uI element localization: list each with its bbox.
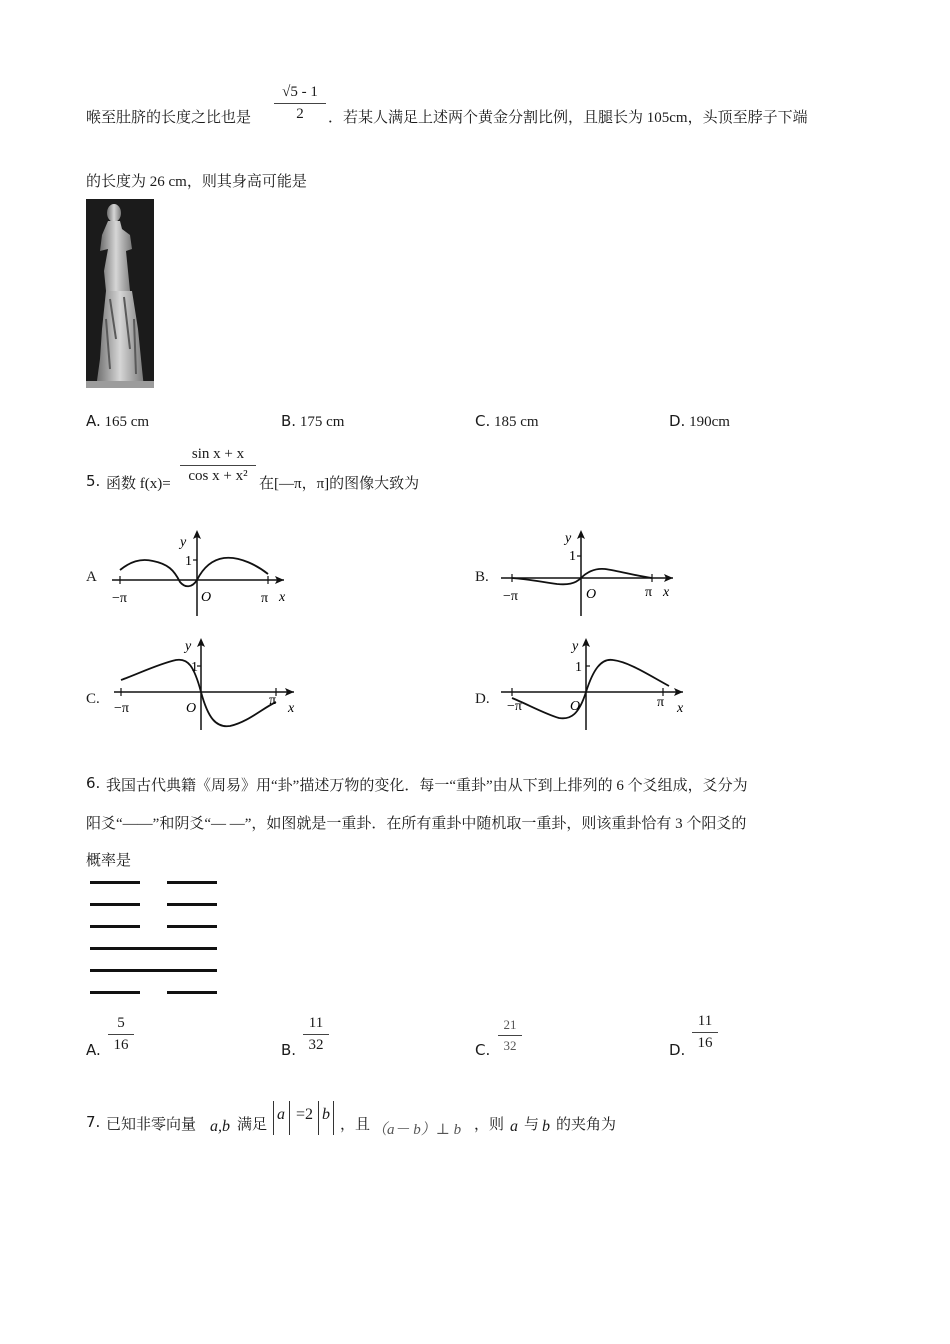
graph-a-letter: A [86, 569, 97, 585]
yang-line [90, 947, 217, 950]
q7-eq: =2 [296, 1106, 314, 1123]
abs-bar [273, 1101, 274, 1135]
q7-perpendicular: （a－ b）⊥ b [372, 1122, 462, 1138]
fraction-numerator: √5 - 1 [282, 84, 318, 100]
abs-bar [289, 1101, 290, 1135]
fraction-denominator: 32 [503, 1038, 517, 1053]
q7-yu: 与 [524, 1117, 540, 1133]
q7-mid1: 满足 [237, 1117, 268, 1133]
q7-stem-post: 的夹角为 [556, 1117, 617, 1133]
tick-one: 1 [569, 549, 576, 564]
option-text: 165 cm [104, 414, 150, 430]
option-letter: C. [475, 412, 491, 430]
graph-d-letter: D. [475, 691, 490, 707]
statue-icon [86, 199, 154, 388]
abs-bar [318, 1101, 319, 1135]
abs-b-var: b [322, 1106, 330, 1123]
tick-neg-pi: −π [114, 701, 129, 716]
option-fraction [108, 1015, 134, 1054]
origin-label: O [186, 701, 197, 716]
q4-line1-pre: 喉至肚脐的长度之比也是 [86, 110, 252, 126]
yin-line-right [167, 925, 217, 928]
q7-vectors: a,b [210, 1118, 230, 1135]
q7-stem-pre: 已知非零向量 [106, 1117, 197, 1133]
tick-neg-pi: −π [503, 589, 518, 604]
graph-c-letter: C. [86, 691, 100, 707]
graph-b[interactable] [497, 526, 687, 618]
graph-b-letter: B. [475, 569, 489, 585]
q7-number: 7. [86, 1113, 101, 1131]
option-fraction [498, 1017, 522, 1054]
tick-neg-pi: −π [507, 699, 522, 714]
fraction-numerator: 5 [117, 1015, 125, 1031]
tick-pi: π [261, 591, 269, 606]
tick-one: 1 [191, 660, 198, 675]
q7-mid3: ，则 [474, 1117, 505, 1133]
option-letter: B. [281, 1041, 297, 1059]
venus-statue-image [86, 199, 154, 388]
q5-function-fraction [180, 446, 256, 485]
yin-line-left [90, 925, 140, 928]
yin-line-right [167, 903, 217, 906]
x-axis-label: x [663, 585, 670, 600]
origin-label: O [586, 587, 597, 602]
q4-line1-post: ．若某人满足上述两个黄金分割比例，且腿长为 105cm，头顶至脖子下端 [328, 110, 808, 126]
tick-pi: π [657, 695, 665, 710]
y-axis-label: y [180, 535, 187, 550]
q4-option-d[interactable] [669, 412, 730, 431]
x-axis-label: x [677, 701, 684, 716]
q5-stem-post: 在[—π，π]的图像大致为 [259, 476, 420, 492]
option-letter: D. [669, 1041, 686, 1059]
yang-line [90, 969, 217, 972]
yin-line-left [90, 991, 140, 994]
fraction-denominator: 16 [697, 1035, 713, 1051]
option-text: 175 cm [299, 414, 345, 430]
q5-stem-pre: 函数 f(x)= [106, 476, 171, 492]
fraction-denominator: 16 [113, 1037, 129, 1053]
option-letter: A. [86, 412, 101, 430]
q4-option-b[interactable] [281, 412, 344, 431]
q4-line2: 的长度为 26 cm，则其身高可能是 [86, 174, 307, 190]
tick-one: 1 [185, 554, 192, 569]
q4-option-c[interactable] [475, 412, 539, 431]
y-axis-label: y [185, 639, 192, 654]
y-axis-label: y [572, 639, 579, 654]
q6-line3: 概率是 [86, 853, 132, 869]
origin-label: O [570, 699, 581, 714]
option-text: 185 cm [494, 414, 539, 430]
x-axis-label: x [288, 701, 295, 716]
y-axis-label: y [565, 531, 572, 546]
abs-a-var: a [277, 1106, 285, 1123]
golden-ratio-fraction [274, 84, 326, 123]
option-letter: B. [281, 412, 297, 430]
q6-line1: 我国古代典籍《周易》用“卦”描述万物的变化．每一“重卦”由从下到上排列的 6 个爻组成，爻分为 [106, 778, 748, 794]
abs-bar [333, 1101, 334, 1135]
tick-pi: π [645, 585, 653, 600]
q7-mid2: ，且 [340, 1117, 371, 1133]
option-text: 190cm [689, 414, 730, 430]
graph-d[interactable] [497, 634, 692, 734]
option-fraction [303, 1015, 329, 1054]
origin-label: O [201, 590, 212, 605]
graph-c[interactable] [108, 634, 303, 734]
q5-number: 5. [86, 472, 101, 490]
tick-pi: π [269, 693, 277, 708]
fraction-numerator: sin x + x [191, 446, 245, 462]
tick-one: 1 [575, 660, 582, 675]
option-letter: D. [669, 412, 686, 430]
fraction-denominator: 32 [308, 1037, 324, 1053]
fraction-denominator: 2 [296, 106, 304, 122]
q4-option-a[interactable] [86, 412, 149, 431]
graph-a[interactable] [108, 526, 298, 618]
yin-line-right [167, 881, 217, 884]
fraction-numerator: 21 [503, 1017, 517, 1032]
option-letter: A. [86, 1041, 101, 1059]
option-fraction [692, 1013, 718, 1052]
yin-line-right [167, 991, 217, 994]
fraction-numerator: 11 [308, 1015, 324, 1031]
q6-line2: 阳爻“——”和阴爻“— —”，如图就是一重卦．在所有重卦中随机取一重卦，则该重卦恰有 3 个阳爻的 [86, 816, 747, 832]
yin-line-left [90, 903, 140, 906]
fraction-denominator: cos x + x² [188, 468, 248, 484]
fraction-numerator: 11 [697, 1013, 713, 1029]
q7-var-a: a [510, 1118, 518, 1135]
tick-neg-pi: −π [112, 591, 127, 606]
q6-number: 6. [86, 774, 101, 792]
q7-var-b: b [542, 1118, 550, 1135]
yin-line-left [90, 881, 140, 884]
x-axis-label: x [279, 590, 286, 605]
option-letter: C. [475, 1041, 491, 1059]
